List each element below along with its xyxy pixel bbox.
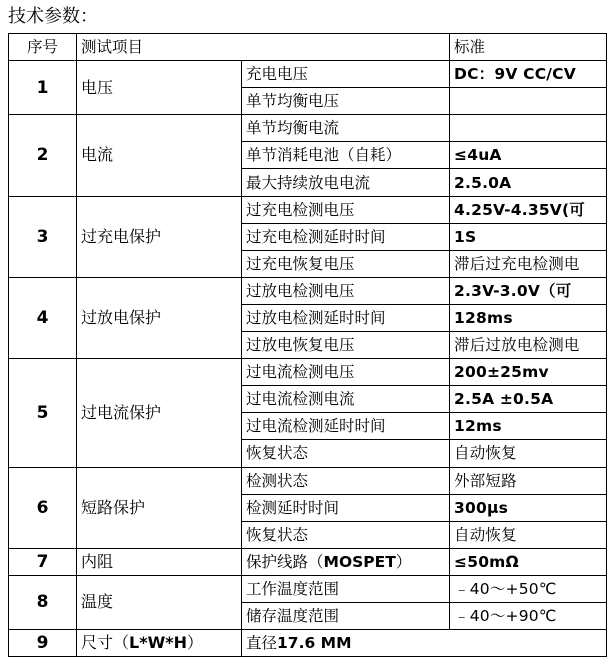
- sub-item: 过电流检测延时时间: [242, 413, 450, 440]
- row-number: 5: [9, 359, 77, 467]
- sub-item-bold: MOSPET: [323, 552, 396, 571]
- row-number: 6: [9, 467, 77, 548]
- standard-value: [450, 88, 607, 115]
- row-number: 3: [9, 196, 77, 277]
- standard-value: 外部短路: [450, 467, 607, 494]
- page-title: 技术参数：: [8, 6, 98, 27]
- test-item: 内阻: [77, 548, 242, 575]
- standard-value: 2.3V-3.0V（可: [450, 277, 607, 304]
- sub-item: 检测状态: [242, 467, 450, 494]
- row-number: 4: [9, 277, 77, 358]
- table-row: [9, 359, 607, 386]
- standard-bold: 17.6 MM: [277, 634, 352, 653]
- test-item: 短路保护: [77, 467, 242, 548]
- standard-value: ≤50mΩ: [450, 548, 607, 575]
- standard-value: 12ms: [450, 413, 607, 440]
- header-standard: 标准: [450, 34, 607, 61]
- sub-item: 过充电检测电压: [242, 196, 450, 223]
- test-item-suffix: ）: [186, 633, 203, 653]
- sub-item: 单节均衡电压: [242, 88, 450, 115]
- spec-table: [8, 33, 607, 657]
- test-item: 电流: [77, 115, 242, 196]
- standard-value: 300μs: [450, 494, 607, 521]
- table-row: [9, 61, 607, 88]
- table-row: [9, 548, 607, 575]
- sub-item-prefix: 保护线路（: [246, 552, 324, 571]
- row-number: 1: [9, 61, 77, 115]
- sub-item: 最大持续放电电流: [242, 169, 450, 196]
- table-row: [9, 196, 607, 223]
- row-number: 7: [9, 548, 77, 575]
- standard-value: 自动恢复: [450, 521, 607, 548]
- sub-item: 工作温度范围: [242, 575, 450, 602]
- sub-item: 过放电检测电压: [242, 277, 450, 304]
- row-number: 8: [9, 575, 77, 629]
- test-item: 过放电保护: [77, 277, 242, 358]
- standard-value: 滞后过充电检测电: [450, 250, 607, 277]
- test-item: 过电流保护: [77, 359, 242, 467]
- sub-item: 充电电压: [242, 61, 450, 88]
- table-header-row: [9, 34, 607, 61]
- test-item: 电压: [77, 61, 242, 115]
- standard-prefix: 直径: [246, 634, 278, 653]
- test-item: [77, 630, 242, 657]
- standard-value: ﹣40～+50℃: [450, 575, 607, 602]
- standard-value: 4.25V-4.35V(可: [450, 196, 607, 223]
- standard-value: 2.5A ±0.5A: [450, 386, 607, 413]
- test-item-bold: L*W*H: [129, 633, 187, 653]
- test-item-prefix: 尺寸（: [81, 633, 130, 653]
- sub-item: [242, 548, 450, 575]
- standard-value: 自动恢复: [450, 440, 607, 467]
- standard-value: 滞后过放电检测电: [450, 332, 607, 359]
- standard-value: DC：9V CC/CV: [450, 61, 607, 88]
- table-row: [9, 575, 607, 602]
- sub-item: 过放电恢复电压: [242, 332, 450, 359]
- sub-item: 单节消耗电池（自耗）: [242, 142, 450, 169]
- standard-value: 128ms: [450, 304, 607, 331]
- sub-item: 过电流检测电压: [242, 359, 450, 386]
- sub-item: 单节均衡电流: [242, 115, 450, 142]
- sub-item: 过放电检测延时时间: [242, 304, 450, 331]
- table-row: [9, 115, 607, 142]
- standard-value: 200±25mv: [450, 359, 607, 386]
- standard-value: [450, 115, 607, 142]
- test-item: 温度: [77, 575, 242, 629]
- standard-value: [242, 630, 607, 657]
- sub-item-suffix: ）: [395, 552, 412, 571]
- header-no: 序号: [9, 34, 77, 61]
- test-item: 过充电保护: [77, 196, 242, 277]
- sub-item: 过充电恢复电压: [242, 250, 450, 277]
- sub-item: 恢复状态: [242, 521, 450, 548]
- table-row: [9, 630, 607, 657]
- standard-value: 1S: [450, 223, 607, 250]
- sub-item: 过电流检测电流: [242, 386, 450, 413]
- sub-item: 储存温度范围: [242, 602, 450, 629]
- standard-value: ≤4uA: [450, 142, 607, 169]
- row-number: 9: [9, 630, 77, 657]
- row-number: 2: [9, 115, 77, 196]
- sub-item: 过充电检测延时时间: [242, 223, 450, 250]
- standard-value: 2.5.0A: [450, 169, 607, 196]
- table-row: [9, 277, 607, 304]
- table-row: [9, 467, 607, 494]
- header-item: 测试项目: [77, 34, 450, 61]
- spec-body: [9, 61, 607, 657]
- sub-item: 恢复状态: [242, 440, 450, 467]
- standard-value: ﹣40～+90℃: [450, 602, 607, 629]
- sub-item: 检测延时时间: [242, 494, 450, 521]
